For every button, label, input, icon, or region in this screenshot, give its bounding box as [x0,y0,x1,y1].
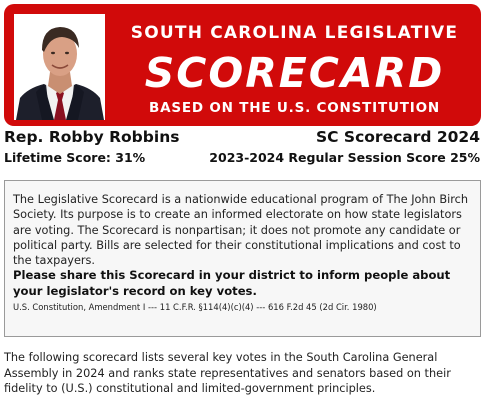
legislator-portrait-icon [14,14,105,120]
share-message: Please share this Scorecard in your district to inform people about your legislator's record on key votes. [13,268,451,298]
scorecard-banner [4,4,481,126]
banner-subtitle: BASED ON THE U.S. CONSTITUTION [149,100,440,116]
legislator-name: Rep. Robby Robbins [4,128,180,146]
info-paragraph: The Legislative Scorecard is a nationwide educational program of The John Birch Society. Its purpose is to create an informed electorate on how state legislators are voting. The Scorecard is nonpartisan; it does not promote any candidate or political party. Bills are selected for their constitutional implications and cost to the taxpayers. [13,193,469,268]
legal-citation: U.S. Constitution, Amendment I --- 11 C.F.R. §114(4)(c)(4) --- 616 F.2d 45 (2d Cir. 1980) [13,302,377,313]
scorecard-title: SC Scorecard 2024 [315,128,480,146]
banner-scorecard-title: SCORECARD [144,49,445,97]
scorecard-intro: The following scorecard lists several key votes in the South Carolina General Assembly in 2024 and ranks state representatives and senators based on their fidelity to (U.S.) constitutional and limited-government principles. [4,351,451,395]
banner-state-title: SOUTH CAROLINA LEGISLATIVE [130,23,459,43]
legislator-photo [14,14,105,120]
session-score: 2023-2024 Regular Session Score 25% [209,150,480,165]
lifetime-score: Lifetime Score: 31% [4,150,146,165]
info-box [4,180,481,337]
